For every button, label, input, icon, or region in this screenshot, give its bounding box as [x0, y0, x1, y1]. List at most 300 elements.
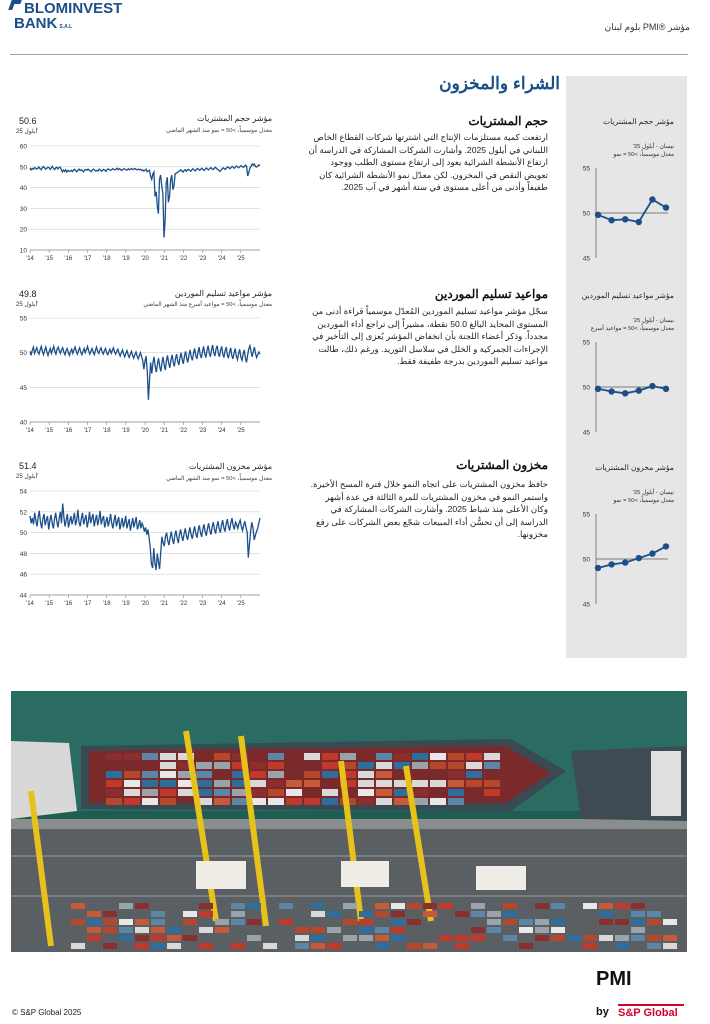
container — [631, 935, 645, 941]
container — [183, 911, 197, 917]
container — [250, 771, 266, 778]
container — [615, 903, 629, 909]
series-line — [598, 546, 666, 568]
container — [178, 789, 194, 796]
container — [167, 943, 181, 949]
data-point — [608, 217, 614, 223]
series-line — [30, 345, 260, 400]
port-illustration — [11, 691, 687, 952]
y-tick-label: 55 — [582, 511, 590, 519]
y-tick-label: 50 — [19, 530, 27, 538]
container — [487, 919, 501, 925]
container — [663, 935, 677, 941]
container — [359, 911, 373, 917]
data-point — [595, 386, 601, 392]
container — [439, 903, 453, 909]
container — [358, 771, 374, 778]
container — [519, 919, 533, 925]
y-tick-label: 10 — [19, 247, 27, 255]
container — [376, 771, 392, 778]
y-tick-label: 52 — [19, 509, 27, 517]
container — [124, 789, 140, 796]
container — [135, 927, 149, 933]
container — [391, 927, 405, 933]
container — [250, 780, 266, 787]
container — [615, 919, 629, 925]
x-tick-label: '16 — [64, 256, 73, 262]
container — [268, 798, 284, 805]
container — [439, 935, 453, 941]
container — [503, 903, 517, 909]
x-tick-label: '17 — [83, 256, 92, 262]
side2-period: نيسان - أيلول 25' — [632, 318, 674, 324]
x-tick-label: '16 — [64, 428, 73, 434]
container — [87, 911, 101, 917]
data-point — [608, 561, 614, 567]
container — [103, 927, 117, 933]
x-tick-label: '22 — [179, 428, 188, 434]
x-tick-label: '22 — [179, 256, 188, 262]
y-tick-label: 50 — [582, 384, 590, 392]
container — [583, 943, 597, 949]
container — [87, 935, 101, 941]
side3-period: نيسان - أيلول 25' — [632, 490, 674, 496]
container — [359, 927, 373, 933]
container — [471, 935, 485, 941]
y-tick-label: 45 — [582, 255, 590, 263]
container — [343, 919, 357, 925]
container — [160, 762, 176, 769]
x-tick-label: '21 — [160, 601, 169, 607]
x-tick-label: '15 — [45, 428, 54, 434]
container — [71, 903, 85, 909]
blominvest-logo — [10, 0, 170, 34]
x-tick-label: '23 — [198, 428, 207, 434]
container — [135, 919, 149, 925]
container — [142, 798, 158, 805]
container — [160, 771, 176, 778]
container — [327, 943, 341, 949]
container — [503, 935, 517, 941]
container — [135, 935, 149, 941]
container — [151, 919, 165, 925]
container — [119, 935, 133, 941]
x-tick-label: '24 — [217, 428, 226, 434]
container — [232, 798, 248, 805]
container — [215, 919, 229, 925]
container — [375, 903, 389, 909]
container — [466, 762, 482, 769]
container — [199, 927, 213, 933]
container — [340, 753, 356, 760]
container — [455, 911, 469, 917]
container — [535, 903, 549, 909]
container — [268, 762, 284, 769]
x-tick-label: '15 — [45, 601, 54, 607]
x-tick-label: '23 — [198, 601, 207, 607]
container — [124, 753, 140, 760]
data-point — [622, 559, 628, 565]
container — [304, 753, 320, 760]
y-tick-label: 30 — [19, 205, 27, 213]
container — [358, 780, 374, 787]
container — [71, 919, 85, 925]
container — [151, 935, 165, 941]
container — [286, 789, 302, 796]
container — [167, 935, 181, 941]
container — [304, 780, 320, 787]
container — [87, 927, 101, 933]
container — [466, 780, 482, 787]
container — [376, 753, 392, 760]
x-tick-label: '22 — [179, 601, 188, 607]
container — [647, 935, 661, 941]
chart2-value: 49.8 — [19, 289, 37, 299]
container — [631, 911, 645, 917]
section-title-delivery: مواعيد تسليم الموردين — [434, 287, 548, 301]
container — [311, 935, 325, 941]
container — [375, 935, 389, 941]
container — [286, 780, 302, 787]
container — [214, 762, 230, 769]
container — [215, 927, 229, 933]
container — [103, 943, 117, 949]
container — [119, 927, 133, 933]
container — [167, 927, 181, 933]
container — [391, 903, 405, 909]
container — [160, 780, 176, 787]
container — [407, 903, 421, 909]
container — [124, 780, 140, 787]
container — [119, 903, 133, 909]
container — [263, 943, 277, 949]
container — [519, 927, 533, 933]
chart1-title: مؤشر حجم المشتريات — [197, 114, 272, 123]
x-tick-label: '23 — [198, 256, 207, 262]
container — [484, 780, 500, 787]
container — [376, 789, 392, 796]
data-point — [595, 212, 601, 218]
container — [199, 911, 213, 917]
container — [142, 753, 158, 760]
x-tick-label: '18 — [102, 256, 111, 262]
section-body-stocks: حافظ مخزون المشتريات على اتجاه النمو خلال فترة المسح الأخيرة. واستمر النمو في مخزون المشتريات للمرة الثالثة في عدة أشهر وكان الأعلى منذ شباط 2025. وأشارت الشركات المشاركة في الدراسة إلى أن تحسُّن أداء المبيعات شجّع بعض الشركات على رفع مخزونها. — [310, 479, 548, 540]
container — [71, 943, 85, 949]
data-point — [636, 219, 642, 225]
x-tick-label: '21 — [160, 256, 169, 262]
container — [322, 762, 338, 769]
container — [631, 927, 645, 933]
container — [631, 919, 645, 925]
container — [183, 935, 197, 941]
section-body-purchases: ارتفعت كمية مستلزمات الإنتاج التي اشترتها شركات القطاع الخاص اللبناني في أيلول 2025. وأشارت الشركات المشاركة في الدراسة أن ارتفاع الأنشطة الشرائية يعود إلى ارتفاع مستوى الطلب ووجود تعويض النقص في المخزون. لكن معدّل نمو الأنشطة الشرائية كان طفيفاً وأدنى من أعلى مستوى في ستة أشهر في آب 2025. — [308, 132, 548, 193]
container — [663, 919, 677, 925]
page-title: الشراء والمخزون — [439, 74, 560, 93]
container — [322, 798, 338, 805]
container — [376, 798, 392, 805]
container — [343, 935, 357, 941]
container — [106, 789, 122, 796]
data-point — [649, 383, 655, 389]
container — [119, 919, 133, 925]
chart3-period: أيلول 25' — [16, 474, 39, 480]
container — [375, 927, 389, 933]
side1-period: نيسان - أيلول 25' — [632, 144, 674, 150]
container — [412, 753, 428, 760]
container — [535, 919, 549, 925]
data-point — [595, 565, 601, 571]
container — [160, 798, 176, 805]
container — [615, 943, 629, 949]
y-tick-label: 45 — [19, 384, 27, 392]
data-point — [622, 390, 628, 396]
container — [466, 771, 482, 778]
container — [407, 919, 421, 925]
data-point — [636, 555, 642, 561]
container — [247, 903, 261, 909]
container — [647, 911, 661, 917]
container — [231, 919, 245, 925]
container — [358, 798, 374, 805]
container — [327, 927, 341, 933]
container — [183, 919, 197, 925]
container — [503, 919, 517, 925]
container — [343, 903, 357, 909]
x-tick-label: '19 — [121, 256, 130, 262]
x-tick-label: '14 — [26, 256, 34, 262]
container — [471, 911, 485, 917]
container — [247, 935, 261, 941]
y-tick-label: 60 — [19, 143, 27, 151]
container — [231, 903, 245, 909]
x-tick-label: '14 — [26, 601, 34, 607]
container — [487, 911, 501, 917]
container — [359, 919, 373, 925]
container — [567, 935, 581, 941]
x-tick-label: '19 — [121, 428, 130, 434]
x-tick-label: '25 — [236, 256, 245, 262]
x-tick-label: '15 — [45, 256, 54, 262]
container — [615, 935, 629, 941]
container — [430, 780, 446, 787]
x-tick-label: '20 — [141, 601, 149, 607]
container — [663, 943, 677, 949]
y-tick-label: 20 — [19, 226, 27, 234]
chart2-period: أيلول 25' — [16, 302, 39, 308]
container — [142, 780, 158, 787]
y-tick-label: 54 — [19, 488, 27, 496]
side3-title: مؤشر مخزون المشتريات — [595, 463, 674, 472]
series-line — [598, 200, 666, 223]
container — [551, 927, 565, 933]
container — [448, 753, 464, 760]
container — [647, 943, 661, 949]
data-point — [663, 204, 669, 210]
x-tick-label: '19 — [121, 601, 130, 607]
chart2-subtitle: معدل موسمياً، >50 = مواعيد أسرع منذ الشهر الماضي — [143, 302, 272, 308]
container — [448, 762, 464, 769]
container — [327, 911, 341, 917]
delivery-line-chart — [10, 310, 270, 440]
container — [503, 911, 517, 917]
x-tick-label: '18 — [102, 601, 111, 607]
container — [551, 903, 565, 909]
container — [279, 903, 293, 909]
data-point — [663, 543, 669, 549]
y-tick-label: 40 — [19, 185, 27, 193]
sp-global-logo: S&P Global — [618, 1004, 684, 1020]
data-point — [608, 388, 614, 394]
y-tick-label: 50 — [582, 556, 590, 564]
report-name: مؤشر ®PMI بلوم لبنان — [604, 22, 690, 32]
container — [103, 919, 117, 925]
container — [535, 927, 549, 933]
x-tick-label: '25 — [236, 428, 245, 434]
container — [455, 943, 469, 949]
side1-title: مؤشر حجم المشتريات — [602, 117, 674, 126]
container — [583, 903, 597, 909]
chart1-period: أيلول 25' — [16, 129, 39, 135]
data-point — [636, 387, 642, 393]
y-tick-label: 50 — [19, 350, 27, 358]
x-tick-label: '17 — [83, 601, 92, 607]
container — [376, 780, 392, 787]
container — [124, 771, 140, 778]
y-tick-label: 40 — [19, 419, 27, 427]
side2-title: مؤشر مواعيد تسليم الموردين — [581, 291, 674, 300]
container — [391, 919, 405, 925]
x-tick-label: '17 — [83, 428, 92, 434]
container — [103, 911, 117, 917]
y-tick-label: 50 — [19, 164, 27, 172]
container — [196, 762, 212, 769]
y-tick-label: 55 — [582, 339, 590, 347]
series-line — [30, 504, 260, 571]
container — [322, 753, 338, 760]
container — [196, 771, 212, 778]
x-tick-label: '24 — [217, 601, 226, 607]
container — [471, 927, 485, 933]
chart1-subtitle: معدل موسمياً، >50 = نمو منذ الشهر الماضي — [166, 128, 272, 134]
y-tick-label: 46 — [19, 571, 27, 579]
container — [583, 935, 597, 941]
container — [311, 903, 325, 909]
data-point — [663, 386, 669, 392]
container — [279, 919, 293, 925]
container — [391, 911, 405, 917]
chart1-value: 50.6 — [19, 116, 37, 126]
chart2-title: مؤشر مواعيد تسليم الموردين — [174, 289, 272, 298]
y-tick-label: 55 — [582, 165, 590, 173]
container — [375, 911, 389, 917]
x-tick-label: '21 — [160, 428, 169, 434]
container — [247, 919, 261, 925]
y-tick-label: 50 — [582, 210, 590, 218]
container — [231, 911, 245, 917]
container — [268, 753, 284, 760]
side1-subtitle: معدل موسمياً، >50 = نمو — [613, 152, 674, 158]
container — [295, 943, 309, 949]
container — [106, 753, 122, 760]
container — [142, 789, 158, 796]
side2-subtitle: معدل موسمياً، >50 = مواعيد أسرع — [590, 326, 674, 332]
container — [151, 911, 165, 917]
container — [599, 911, 613, 917]
container — [551, 935, 565, 941]
container — [199, 943, 213, 949]
container — [647, 919, 661, 925]
section-body-delivery: سجّل مؤشر مواعيد تسليم الموردين المُعدّل موسمياً قراءة أدنى من المستوى المحايد البالغ 50.0 نقطة، مشيراً إلى تراجع أداء الموردين مجدداً. وذكر أعضاء اللجنة بأن انخفاض المؤشر يُعزى إلى التأخير في الإجراءات الجمركية و الخلل في سلاسل التوريد. ورغم ذلك، طالت مواعيد تسليم الموردين بدرجة طفيفة فقط. — [312, 306, 548, 367]
container — [214, 798, 230, 805]
section-title-purchases: حجم المشتريات — [468, 114, 548, 128]
container — [142, 771, 158, 778]
container — [311, 943, 325, 949]
container — [484, 789, 500, 796]
container — [484, 753, 500, 760]
container — [250, 789, 266, 796]
container — [304, 798, 320, 805]
container — [535, 935, 549, 941]
container — [407, 943, 421, 949]
side3-subtitle: معدل موسمياً، >50 = نمو — [613, 498, 674, 504]
container — [268, 789, 284, 796]
container — [358, 789, 374, 796]
container — [358, 762, 374, 769]
side-purchases-chart — [570, 158, 678, 268]
container — [311, 927, 325, 933]
container — [87, 919, 101, 925]
container — [448, 771, 464, 778]
chart3-title: مؤشر مخزون المشتريات — [188, 462, 272, 471]
x-tick-label: '20 — [141, 428, 149, 434]
container — [484, 762, 500, 769]
y-tick-label: 48 — [19, 550, 27, 558]
logo-sal: S.A.L — [59, 24, 73, 30]
container — [394, 753, 410, 760]
container — [455, 935, 469, 941]
container — [106, 798, 122, 805]
container — [430, 753, 446, 760]
x-tick-label: '14 — [26, 428, 34, 434]
container — [106, 780, 122, 787]
x-tick-label: '20 — [141, 256, 149, 262]
container — [160, 789, 176, 796]
data-point — [649, 196, 655, 202]
container — [322, 789, 338, 796]
container — [311, 911, 325, 917]
container — [295, 927, 309, 933]
container — [214, 753, 230, 760]
container — [394, 798, 410, 805]
x-tick-label: '25 — [236, 601, 245, 607]
container — [430, 798, 446, 805]
pmi-logo: PMI — [596, 968, 632, 990]
port-aerial-photo — [11, 691, 687, 952]
container — [135, 943, 149, 949]
container — [231, 943, 245, 949]
stocks-line-chart — [10, 483, 270, 613]
y-tick-label: 55 — [19, 315, 27, 323]
section-title-stocks: مخزون المشتريات — [456, 458, 548, 472]
chart3-subtitle: معدل موسمياً، >50 = نمو منذ الشهر الماضي — [166, 476, 272, 482]
logo-mark-icon — [8, 0, 22, 10]
container — [599, 919, 613, 925]
container — [423, 903, 437, 909]
chart3-value: 51.4 — [19, 461, 37, 471]
container — [295, 935, 309, 941]
container — [268, 771, 284, 778]
data-point — [622, 216, 628, 222]
